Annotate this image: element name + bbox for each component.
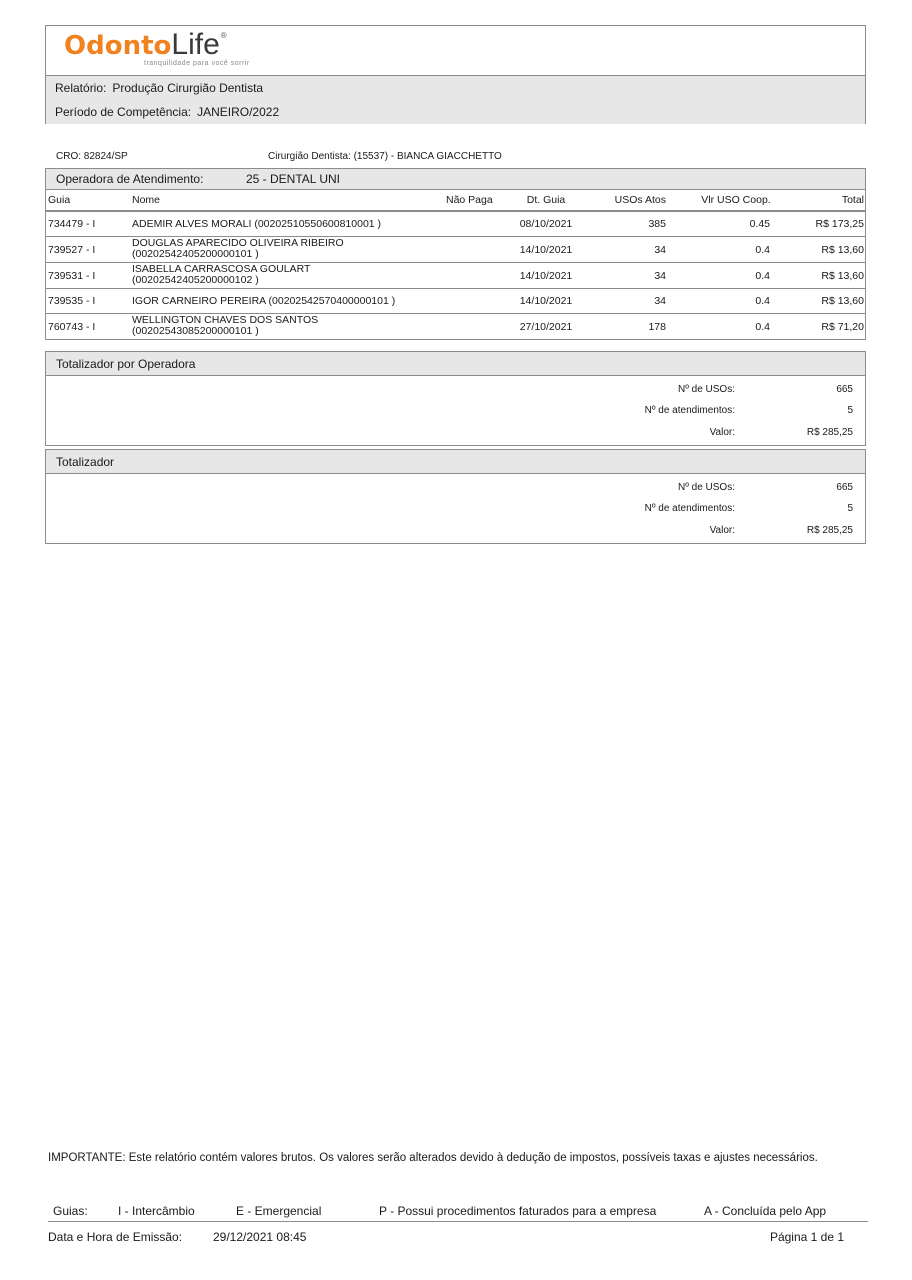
cell-total: R$ 71,20: [821, 321, 864, 333]
general-usos-row: [46, 482, 865, 502]
table-row: [46, 212, 865, 237]
table-row: [46, 237, 865, 263]
cell-guia: 739527 - I: [48, 244, 96, 256]
cell-nome-line2: (00202543085200000101 ): [132, 325, 259, 337]
col-nome: Nome: [132, 194, 161, 206]
legend-item-intercambio: I - Intercâmbio: [118, 1204, 195, 1218]
cell-vlr-uso: 0.45: [749, 218, 770, 230]
issued-label: Data e Hora de Emissão:: [48, 1230, 183, 1244]
general-atend-row: [46, 503, 865, 523]
logo-brand-odonto: Odonto: [64, 31, 172, 61]
production-table: [45, 168, 866, 340]
cell-nome-line2: (00202542405200000101 ): [132, 248, 259, 260]
legend-item-app: A - Concluída pelo App: [704, 1204, 827, 1218]
cell-nome-line1: DOUGLAS APARECIDO OLIVEIRA RIBEIRO: [132, 237, 344, 249]
legend-item-empresa: P - Possui procedimentos faturados para a empresa: [379, 1204, 657, 1218]
cell-usos-atos: 178: [648, 321, 666, 333]
cell-nome-line1: ISABELLA CARRASCOSA GOULART: [132, 263, 311, 275]
cell-usos-atos: 34: [654, 244, 666, 256]
general-atend-value: 5: [847, 503, 853, 514]
cell-dt-guia: 14/10/2021: [519, 244, 573, 256]
cell-nome-line1: WELLINGTON CHAVES DOS SANTOS: [132, 314, 319, 326]
cell-vlr-uso: 0.4: [755, 321, 770, 333]
report-value: Produção Cirurgião Dentista: [112, 81, 264, 95]
operator-label: Operadora de Atendimento:: [56, 172, 204, 186]
table-row: [46, 314, 865, 340]
cell-usos-atos: 34: [654, 295, 666, 307]
operator-usos-row: [46, 384, 865, 404]
report-title-line: [55, 76, 865, 100]
cell-nome: [132, 315, 437, 337]
operator-usos-label: Nº de USOs:: [677, 384, 735, 395]
col-total: Total: [841, 194, 864, 206]
cell-dt-guia: 14/10/2021: [519, 295, 573, 307]
cell-guia: 739531 - I: [48, 270, 96, 282]
operator-valor-value: R$ 285,25: [806, 427, 853, 438]
cell-vlr-uso: 0.4: [755, 270, 770, 282]
guias-legend: [48, 1204, 868, 1222]
legend-item-emergencial: E - Emergencial: [236, 1204, 322, 1218]
period-line: [55, 100, 865, 124]
general-valor-label: Valor:: [709, 525, 735, 536]
operator-value: 25 - DENTAL UNI: [246, 172, 341, 186]
cell-total: R$ 13,60: [821, 295, 864, 307]
general-totals-title: Totalizador: [46, 450, 865, 474]
table-row: [46, 289, 865, 314]
operator-valor-row: [46, 427, 865, 447]
logo-brand-life: Life: [171, 28, 220, 61]
legend-label: Guias:: [53, 1204, 88, 1218]
logo-area: [46, 26, 865, 76]
general-usos-value: 665: [836, 482, 853, 493]
general-totals-body: [46, 474, 865, 543]
header-info: [46, 76, 865, 124]
cell-dt-guia: 08/10/2021: [519, 218, 573, 230]
general-valor-row: [46, 525, 865, 545]
cell-nome: [132, 238, 437, 260]
cell-nome: [132, 264, 437, 286]
cell-dt-guia: 27/10/2021: [519, 321, 573, 333]
cell-nome: IGOR CARNEIRO PEREIRA (00202542570400000101 ): [132, 295, 396, 307]
table-row: [46, 263, 865, 289]
cell-vlr-uso: 0.4: [755, 295, 770, 307]
logo-wordmark: [64, 28, 250, 61]
issued-value: 29/12/2021 08:45: [213, 1230, 307, 1244]
cell-vlr-uso: 0.4: [755, 244, 770, 256]
col-vlr-uso: Vlr USO Coop.: [701, 194, 771, 206]
cell-total: R$ 13,60: [821, 244, 864, 256]
operator-atend-label: Nº de atendimentos:: [644, 405, 735, 416]
period-value: JANEIRO/2022: [197, 105, 280, 119]
important-notice: IMPORTANTE: Este relatório contém valores brutos. Os valores serão alterados devido à dedução de impostos, possíveis taxas e ajustes necessários.: [48, 1152, 818, 1164]
report-label: Relatório:: [55, 81, 107, 95]
operator-totals-box: [45, 351, 866, 446]
cell-guia: 760743 - I: [48, 321, 96, 333]
cell-guia: 734479 - I: [48, 218, 96, 230]
col-guia: Guia: [48, 194, 71, 206]
operator-usos-value: 665: [836, 384, 853, 395]
col-usos-atos: USOs Atos: [614, 194, 666, 206]
operator-totals-body: [46, 376, 865, 445]
registered-mark: ®: [220, 31, 227, 40]
cell-nome-line2: (00202542405200000102 ): [132, 274, 259, 286]
cell-dt-guia: 14/10/2021: [519, 270, 573, 282]
dentist-name: Cirurgião Dentista: (15537) - BIANCA GIACCHETTO: [268, 151, 502, 162]
page-number: Página 1 de 1: [769, 1230, 844, 1244]
operator-valor-label: Valor:: [709, 427, 735, 438]
cro-number: CRO: 82824/SP: [56, 151, 128, 162]
odontolife-logo: [64, 28, 250, 68]
cell-usos-atos: 34: [654, 270, 666, 282]
col-dt-guia: Dt. Guia: [526, 194, 566, 206]
report-header: [45, 25, 866, 124]
cell-total: R$ 173,25: [815, 218, 864, 230]
cell-guia: 739535 - I: [48, 295, 96, 307]
operator-atend-value: 5: [847, 405, 853, 416]
table-column-headers: [46, 190, 865, 212]
general-atend-label: Nº de atendimentos:: [644, 503, 735, 514]
cell-usos-atos: 385: [648, 218, 666, 230]
general-usos-label: Nº de USOs:: [677, 482, 735, 493]
operator-header: [46, 168, 865, 190]
col-nao-paga: Não Paga: [446, 194, 493, 206]
logo-tagline: tranquilidade para você sorrir: [144, 60, 250, 67]
operator-totals-title: Totalizador por Operadora: [46, 352, 865, 376]
cell-total: R$ 13,60: [821, 270, 864, 282]
general-valor-value: R$ 285,25: [806, 525, 853, 536]
operator-atend-row: [46, 405, 865, 425]
general-totals-box: [45, 449, 866, 544]
period-label: Período de Competência:: [55, 105, 192, 119]
cell-nome: ADEMIR ALVES MORALI (00202510550600810001 ): [132, 218, 382, 230]
